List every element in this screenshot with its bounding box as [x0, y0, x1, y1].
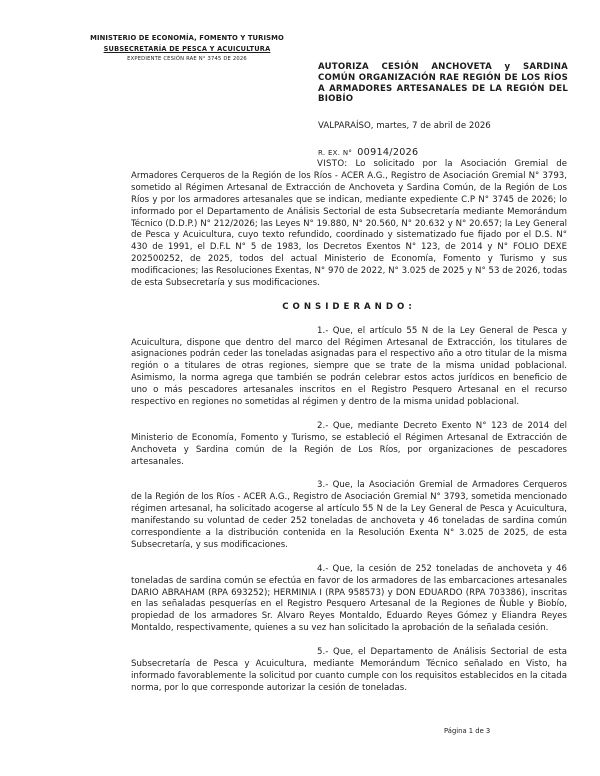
page-footer: Página 1 de 3 [444, 727, 491, 735]
visto-text: Lo solicitado por la Asociación Gremial de Armadores Cerqueros de la Región de los Ríos - ACER A.G., Registro de Asociación Gremial N° 3793, sometido al Régimen Artesanal de Extracción de Anchoveta y Sardina Común, de la Región de Los Ríos y por los armadores artesanales que se indican, mediante expediente C.P N° 3745 de 2026; lo informado por el Departamento de Análisis Sectorial de esta Subsecretaría mediante Memorándum Técnico (D.D.P.) N° 212/2026; las Leyes N° 19.880, N° 20.560, N° 20.632 y N° 20.657; la Ley General de Pesca y Acuicultura, cuyo texto refundido, coordinado y sistematizado fue fijado por el D.S. N° 430 de 1991, el D.F.L N° 5 de 1983, los Decretos Exentos N° 123, de 2014 y N° FOLIO DEXE 202500252, de 2025, todos del actual Ministerio de Economía, Fomento y Turismo y sus modificaciones; las Resoluciones Exentas, N° 970 de 2022, N° 3.025 de 2025 y N° 53 de 2026, todas de esta Subsecretaría y sus modificaciones. [131, 159, 567, 289]
resolution-number-prefix: R. EX. N° [318, 149, 353, 157]
considerando-5: 5.- Que, el Departamento de Análisis Sectorial de esta Subsecretaría de Pesca y Acuicultura, mediante Memorándum Técnico señalado en Visto, ha informado favorablemente la solicitud por cuanto cumple con los requisitos establecidos en la citada norma, por lo que corresponde autorizar la cesión de toneladas. [131, 647, 567, 693]
considerando-3: 3.- Que, la Asociación Gremial de Armadores Cerqueros de la Región de los Ríos - ACER A.G., Registro de Asociación Gremial N° 3793, sometida mencionado régimen artesanal, ha solicitado acogerse al artículo 55 N de la Ley General de Pesca y Acuicultura, manifestando su voluntad de ceder 252 toneladas de anchoveta y 46 toneladas de sardina común correspondiente a la distribución contenida en la Resolución Exenta N° 3.025 de 2025, de esta Subsecretaría, y sus modificaciones. [131, 480, 567, 550]
considerando-1: 1.- Que, el artículo 55 N de la Ley General de Pesca y Acuicultura, dispone que dentro del marco del Régimen Artesanal de Extracción, los titulares de asignaciones podrán ceder las toneladas asignadas para el respectivo año a otro titular de la misma región o a titulares de otras regiones, siempre que se trate de la misma unidad poblacional. Asimismo, la norma agrega que también se podrán celebrar estos actos jurídicos en beneficio de uno o más pescadores artesanales inscritos en el Registro Pesquero Artesanal en el recurso respectivo en regiones no sometidas al régimen y dentro de la misma unidad poblacional. [131, 325, 567, 408]
expediente-number: EXPEDIENTE CESIÓN RAE N° 3745 DE 2026 [127, 56, 247, 62]
considerando-heading: CONSIDERANDO: [282, 301, 416, 312]
letterhead [86, 34, 288, 63]
place-date: VALPARAÍSO, martes, 7 de abril de 2026 [318, 121, 491, 131]
considerando-2: 2.- Que, mediante Decreto Exento N° 123 de 2014 del Ministerio de Economía, Fomento y Turismo, se estableció el Régimen Artesanal de Extracción de Anchoveta y Sardina común de la Región de Los Ríos, por organizaciones de pescadores artesanales. [131, 420, 567, 467]
document-body [131, 159, 567, 695]
resolution-number [318, 140, 418, 159]
considerando-4: 4.- Que, la cesión de 252 toneladas de anchoveta y 46 toneladas de sardina común se efectúa en favor de los armadores de las embarcaciones artesanales DARIO ABRAHAM (RPA 693252); HERMINIA I (RPA 958573) y DON EDUARDO (RPA 703386), inscritas en las señaladas pesquerías en el Registro Pesquero Artesanal de la Regiones de Ñuble y Biobío, propiedad de los armadores Sr. Alvaro Reyes Montaldo, Eduardo Reyes Gómez y Eliandra Reyes Montaldo, respectivamente, quienes a su vez han solicitado la aprobación de la señalada cesión. [131, 563, 567, 634]
resolution-title: AUTORIZA CESIÓN ANCHOVETA y SARDINA COMÚN ORGANIZACIÓN RAE REGIÓN DE LOS RÍOS A ARMADORES ARTESANALES DE LA REGIÓN DEL BIOBÍO [318, 62, 568, 105]
ministry-name: MINISTERIO DE ECONOMÍA, FOMENTO Y TURISMO [90, 34, 284, 42]
subsecretaria-name: SUBSECRETARÍA DE PESCA Y ACUICULTURA [103, 45, 271, 53]
visto-paragraph [131, 159, 567, 290]
resolution-number-value: 00914/2026 [357, 147, 419, 158]
visto-label: VISTO: [317, 159, 348, 169]
